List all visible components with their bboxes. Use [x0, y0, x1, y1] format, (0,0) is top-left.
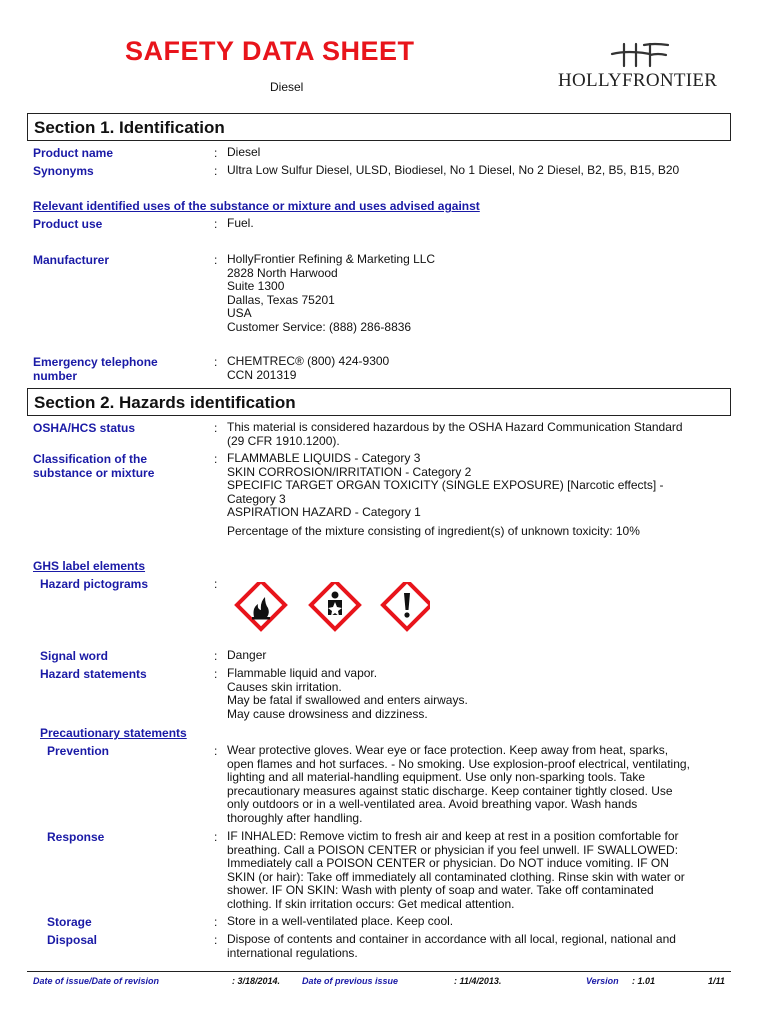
pictograms-label: Hazard pictograms	[40, 577, 149, 591]
product-name-label: Product name	[33, 146, 114, 160]
response-value: IF INHALED: Remove victim to fresh air and keep at rest in a position comfortable for breathing. Call a POISON CENTER or physician if you feel unwell. IF SWALLOWED: Immediately call a POISON CENTER or physician. Do NOT induce vomiting. IF ON SKIN (or hair): Take off immediately all contaminated clothing. Rinse skin with water or shower. IF ON SKIN: Wash with plenty of soap and water. Take off contaminated clothing. If skin irritation occurs: Get medical attention.	[227, 829, 685, 911]
hazard-statements-value: Flammable liquid and vapor. Causes skin irritation. May be fatal if swallowed and enters airways. May cause drowsiness and dizziness.	[227, 666, 468, 721]
colon: :	[214, 355, 218, 369]
logo-mark-icon	[558, 40, 733, 70]
osha-value: This material is considered hazardous by the OSHA Hazard Communication Standard (29 CFR 1910.1200).	[227, 420, 683, 448]
section-1-header	[27, 113, 731, 141]
storage-label: Storage	[47, 915, 92, 929]
document-subtitle: Diesel	[270, 80, 304, 94]
colon: :	[214, 146, 218, 160]
manufacturer-label: Manufacturer	[33, 253, 110, 267]
previous-issue-label: Date of previous issue	[302, 976, 399, 986]
section-1-title: Section 1. Identification	[34, 118, 225, 137]
version-label: Version	[586, 976, 619, 986]
colon: :	[214, 217, 218, 231]
document-title: SAFETY DATA SHEET	[125, 36, 415, 66]
colon: :	[214, 253, 218, 267]
page-number: 1/11	[708, 976, 725, 986]
product-use-value: Fuel.	[227, 216, 254, 230]
colon: :	[214, 164, 218, 178]
section-2-header	[27, 388, 731, 416]
colon: :	[214, 915, 218, 929]
hazard-pictograms	[230, 582, 430, 634]
manufacturer-value: HollyFrontier Refining & Marketing LLC 2828 North Harwood Suite 1300 Dallas, Texas 75201 USA Customer Service: (888) 286-8836	[227, 252, 436, 334]
prevention-value: Wear protective gloves. Wear eye or face protection. Keep away from heat, sparks, open flames and hot surfaces. - No smoking. Use explosion-proof electrical, ventilating, lighting and all material-handling equipment. Use only non-sparking tools. Take precautionary measures against static discharge. Keep container tightly closed. Use only outdoors or in a well-ventilated area. Avoid breathing vapor. Wash hands thoroughly after handling.	[227, 743, 690, 825]
classification-value: FLAMMABLE LIQUIDS - Category 3 SKIN CORROSION/IRRITATION - Category 2 SPECIFIC TARGET ORGAN TOXICITY (SINGLE EXPOSURE) [Narcotic effects] - Category 3 ASPIRATION HAZARD - Category 1	[227, 451, 664, 520]
colon: :	[214, 421, 218, 435]
colon: :	[214, 744, 218, 758]
osha-label: OSHA/HCS status	[33, 421, 136, 435]
classification-label: Classification of the substance or mixture	[33, 452, 155, 480]
signal-word-label: Signal word	[40, 649, 109, 663]
synonyms-label: Synonyms	[33, 164, 94, 178]
version-value: : 1.01	[632, 976, 656, 986]
emergency-label: Emergency telephone number	[33, 355, 158, 383]
ghs-heading: GHS label elements	[33, 559, 146, 573]
precautionary-heading: Precautionary statements	[40, 726, 187, 740]
previous-issue-value: : 11/4/2013.	[454, 976, 502, 986]
uses-heading: Relevant identified uses of the substance or mixture and uses advised against	[33, 199, 480, 213]
synonyms-value: Ultra Low Sulfur Diesel, ULSD, Biodiesel, No 1 Diesel, No 2 Diesel, B2, B5, B15, B20	[227, 163, 680, 177]
company-logo	[558, 40, 733, 92]
hazard-statements-label: Hazard statements	[40, 667, 147, 681]
product-name-value: Diesel	[227, 145, 261, 159]
unknown-toxicity-value: Percentage of the mixture consisting of ingredient(s) of unknown toxicity: 10%	[227, 524, 640, 538]
colon: :	[214, 830, 218, 844]
footer-divider	[27, 971, 731, 972]
issue-date-label: Date of issue/Date of revision	[33, 976, 160, 986]
product-use-label: Product use	[33, 217, 103, 231]
colon: :	[214, 667, 218, 681]
section-2-title: Section 2. Hazards identification	[34, 393, 296, 412]
colon: :	[214, 452, 218, 466]
colon: :	[214, 933, 218, 947]
colon: :	[214, 577, 218, 591]
disposal-label: Disposal	[47, 933, 98, 947]
prevention-label: Prevention	[47, 744, 110, 758]
signal-word-value: Danger	[227, 648, 267, 662]
response-label: Response	[47, 830, 105, 844]
colon: :	[214, 649, 218, 663]
flame-icon	[237, 582, 285, 629]
health-hazard-icon	[311, 582, 359, 629]
logo-text: HOLLYFRONTIER	[558, 70, 718, 91]
issue-date-value: : 3/18/2014.	[232, 976, 281, 986]
disposal-value: Dispose of contents and container in accordance with all local, regional, national and international regulations.	[227, 932, 676, 960]
emergency-value: CHEMTREC® (800) 424-9300 CCN 201319	[227, 354, 390, 382]
exclamation-icon	[383, 582, 430, 629]
storage-value: Store in a well-ventilated place. Keep cool.	[227, 914, 454, 928]
